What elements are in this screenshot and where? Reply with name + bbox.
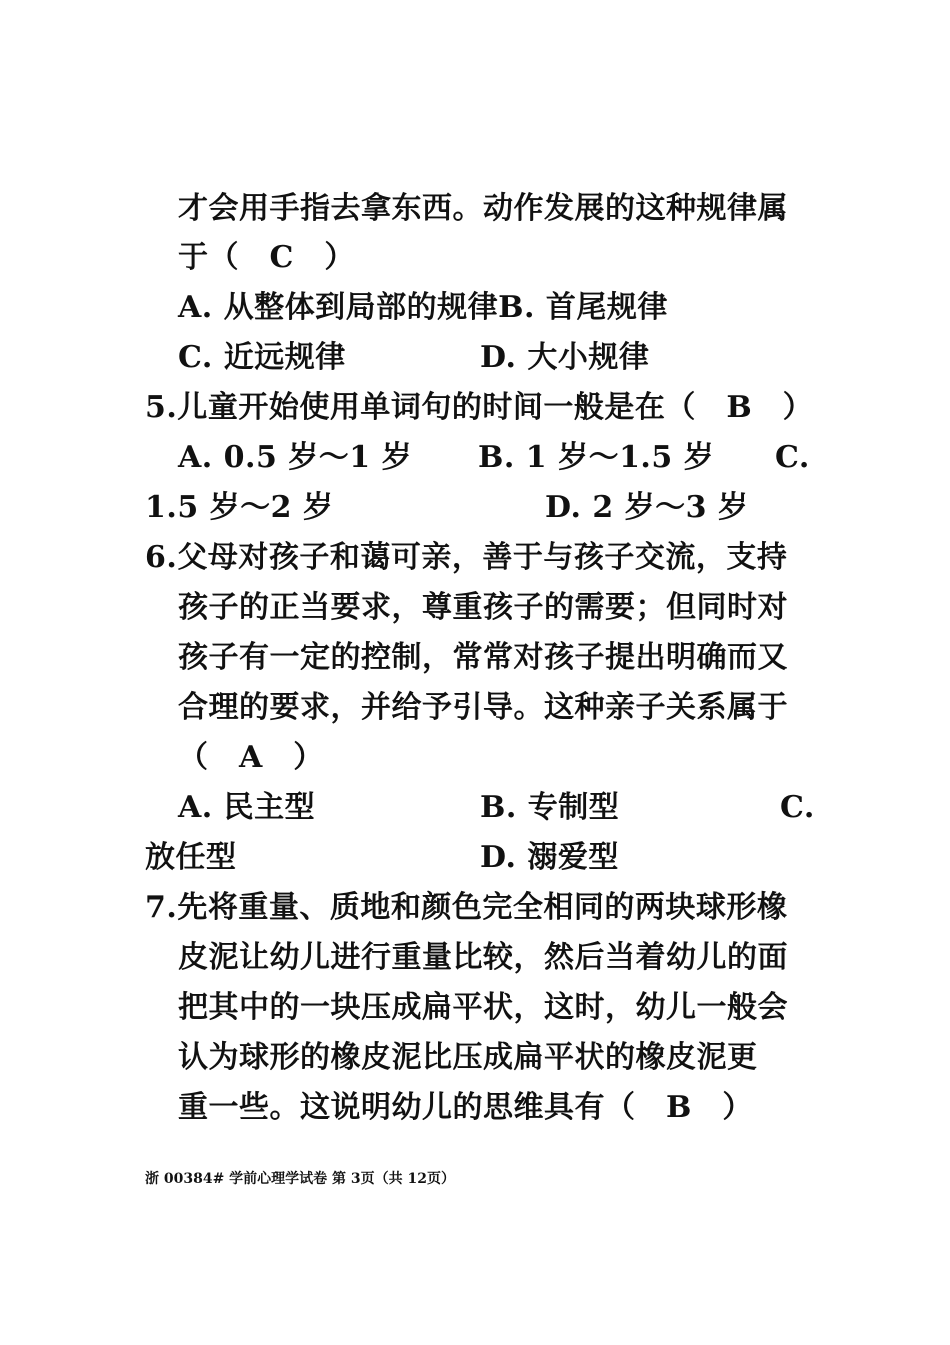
- q7-stem-line-1: 7.先将重量、质地和颜色完全相同的两块球形橡: [145, 890, 788, 925]
- q7-stem-line-5: 重一些。这说明幼儿的思维具有（ B ）: [178, 1090, 753, 1125]
- q6-option-c-label: C.: [780, 790, 815, 825]
- q4-stem-line-2: 于（ C ）: [178, 240, 355, 275]
- q6-stem-line-4: 合理的要求，并给予引导。这种亲子关系属于: [178, 690, 788, 725]
- q4-option-d: D. 大小规律: [480, 340, 650, 375]
- q5-option-c-label: C.: [775, 440, 810, 475]
- q5-option-a: A. 0.5 岁～1 岁: [178, 440, 413, 475]
- q7-stem-line-4: 认为球形的橡皮泥比压成扁平状的橡皮泥更: [178, 1040, 758, 1075]
- q6-stem-line-3: 孩子有一定的控制，常常对孩子提出明确而又: [178, 640, 788, 675]
- q4-option-c: C. 近远规律: [178, 340, 346, 375]
- q6-option-c-text: 放任型: [145, 840, 237, 875]
- page-footer: 浙 00384# 学前心理学试卷 第 3页（共 12页）: [145, 1171, 456, 1187]
- q4-options-a-b: A. 从整体到局部的规律B. 首尾规律: [178, 290, 668, 325]
- q6-option-d: D. 溺爱型: [480, 840, 619, 875]
- q7-stem-line-2: 皮泥让幼儿进行重量比较，然后当着幼儿的面: [178, 940, 788, 975]
- q6-answer: （ A ）: [178, 740, 324, 775]
- q5-option-b: B. 1 岁～1.5 岁: [478, 440, 715, 475]
- q5-stem: 5.儿童开始使用单词句的时间一般是在（ B ）: [145, 390, 814, 425]
- q4-stem-line-1: 才会用手指去拿东西。动作发展的这种规律属: [178, 191, 788, 226]
- q7-stem-line-3: 把其中的一块压成扁平状，这时，幼儿一般会: [178, 990, 788, 1025]
- q5-option-c-text: 1.5 岁～2 岁: [145, 490, 334, 525]
- q5-option-d: D. 2 岁～3 岁: [545, 490, 749, 525]
- q6-option-a: A. 民主型: [178, 790, 316, 825]
- q6-stem-line-1: 6.父母对孩子和蔼可亲，善于与孩子交流，支持: [145, 540, 788, 575]
- q6-stem-line-2: 孩子的正当要求，尊重孩子的需要；但同时对: [178, 590, 788, 625]
- q6-option-b: B. 专制型: [480, 790, 620, 825]
